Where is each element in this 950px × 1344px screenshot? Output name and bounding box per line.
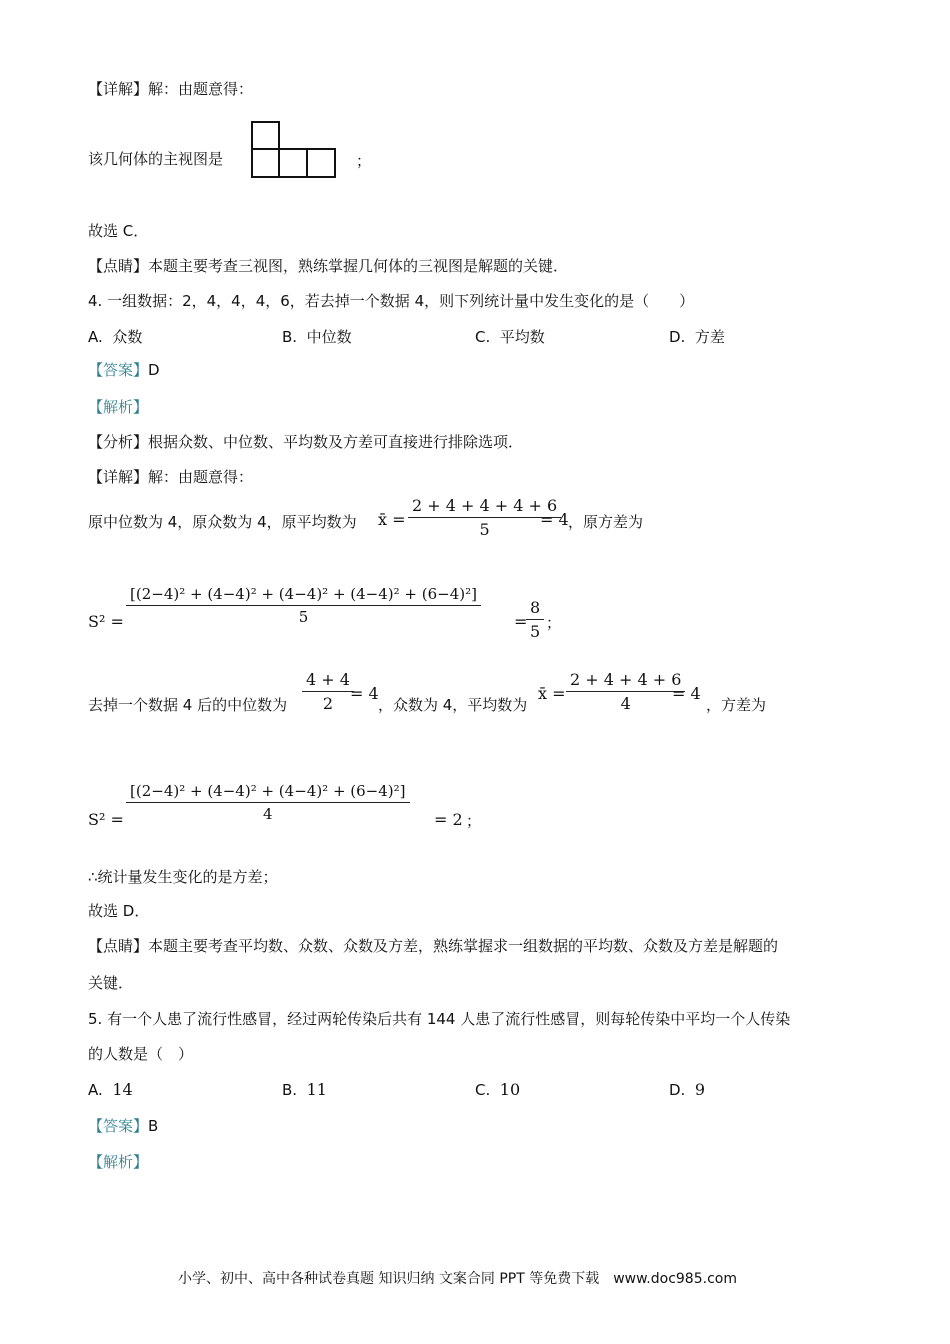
review-text: 本题主要考查平均数、众数、众数及方差，熟练掌握求一组数据的平均数、众数及方差是解题的 — [148, 937, 779, 955]
after-removal-text: 去掉一个数据 4 后的中位数为 — [88, 696, 288, 714]
q5-option-d — [669, 1080, 705, 1099]
variance-numerator-2: [(2−4)² + (4−4)² + (4−4)² + (6−4)²] — [126, 782, 410, 803]
detail-label: 【详解】 — [88, 80, 149, 98]
option-key: B. — [282, 1081, 298, 1099]
option-text: 平均数 — [499, 328, 545, 346]
variance-lhs-2: S² = — [88, 810, 124, 829]
q4-option-a — [88, 326, 142, 347]
option-text: 中位数 — [306, 328, 352, 346]
q4-option-d — [669, 326, 725, 347]
analyze-text: 根据众数、中位数、平均数及方差可直接进行排除选项． — [148, 433, 524, 451]
option-key: D. — [669, 328, 686, 346]
option-text: 9 — [694, 1080, 706, 1099]
q5-option-b — [282, 1080, 327, 1099]
variance-denominator-1: 5 — [298, 608, 309, 626]
variance-text-2: ，方差为 — [706, 696, 767, 714]
variance-rhs-2: = 2 — [434, 810, 463, 829]
answer-value: D — [148, 361, 160, 379]
q4-review-line-b: 关键． — [88, 974, 134, 992]
variance-end-2: ； — [466, 812, 482, 830]
detail-label: 【详解】 — [88, 468, 149, 486]
mode-mean-text: ，众数为 4，平均数为 — [378, 696, 528, 714]
detail-text: 解：由题意得： — [148, 468, 254, 486]
review-line-1 — [88, 255, 568, 277]
mean-fraction-2 — [566, 670, 685, 713]
q4-analyze-line — [88, 431, 523, 453]
variance-lhs-1: S² = — [88, 612, 124, 631]
main-view-end: ； — [356, 152, 372, 170]
option-text: 10 — [499, 1080, 521, 1099]
mean-lhs-2: x̄ = — [538, 684, 566, 703]
variance-end-1: ； — [546, 614, 562, 632]
detail-line — [88, 78, 253, 100]
option-key: A. — [88, 328, 103, 346]
option-text: 众数 — [112, 328, 143, 346]
variance-result-numerator: 8 — [526, 598, 544, 620]
q4-option-b — [282, 326, 352, 347]
choose-d: 故选 D． — [88, 902, 150, 920]
q4-option-c — [475, 326, 545, 347]
review-text: 本题主要考查三视图，熟练掌握几何体的三视图是解题的关键． — [148, 257, 569, 275]
mean-numerator-2: 2 + 4 + 4 + 6 — [566, 670, 685, 692]
detail-text: 解：由题意得： — [148, 80, 254, 98]
mean-lhs-1: x̄ = — [378, 510, 406, 529]
q5-analysis-label: 【解析】 — [88, 1153, 149, 1171]
mean-denominator-2: 4 — [620, 694, 631, 713]
q4-detail-line — [88, 466, 253, 488]
answer-value: B — [148, 1117, 159, 1135]
variance-fraction-2 — [126, 782, 410, 823]
answer-label: 【答案】 — [88, 1117, 149, 1135]
option-key: A. — [88, 1081, 103, 1099]
main-view-text: 该几何体的主视图是 — [88, 150, 224, 168]
page-footer: 小学、初中、高中各种试卷真题 知识归纳 文案合同 PPT 等免费下载 www.doc985.com — [178, 1271, 737, 1287]
variance-numerator-1: [(2−4)² + (4−4)² + (4−4)² + (4−4)² + (6−4)²] — [126, 585, 481, 606]
variance-result-denominator: 5 — [530, 622, 541, 641]
q5-stem-b: 的人数是（ ） — [88, 1045, 194, 1063]
orig-stats-text: 原中位数为 4，原众数为 4，原平均数为 — [88, 513, 357, 531]
variance-fraction-1 — [126, 585, 481, 626]
median-fraction-2 — [302, 670, 354, 713]
option-text: 14 — [112, 1080, 133, 1099]
mean-denominator-1: 5 — [479, 520, 490, 539]
orig-variance-text: ，原方差为 — [568, 513, 644, 531]
mean-numerator-1: 2 + 4 + 4 + 4 + 6 — [408, 496, 561, 518]
main-view-figure — [250, 120, 338, 180]
option-key: C. — [475, 328, 491, 346]
q4-review-line-a — [88, 935, 778, 957]
variance-denominator-2: 4 — [262, 805, 273, 823]
q5-answer — [88, 1115, 158, 1137]
q5-stem-a: 5. 有一个人患了流行性感冒，经过两轮传染后共有 144 人患了流行性感冒，则每轮传染中平均一个人传染 — [88, 1010, 791, 1028]
mean-rhs-2: = 4 — [672, 684, 701, 703]
choose-c: 故选 C． — [88, 222, 149, 240]
option-key: D. — [669, 1081, 686, 1099]
main-view-line — [88, 148, 223, 170]
median-numerator-2: 4 + 4 — [302, 670, 354, 692]
answer-label: 【答案】 — [88, 361, 149, 379]
mean-rhs-1: = 4 — [540, 510, 569, 529]
analyze-label: 【分析】 — [88, 433, 149, 451]
q4-answer — [88, 359, 160, 381]
q4-stem: 4. 一组数据：2，4，4，4，6，若去掉一个数据 4，则下列统计量中发生变化的是（ ） — [88, 292, 695, 310]
option-text: 方差 — [694, 328, 725, 346]
option-text: 11 — [306, 1080, 327, 1099]
mean-fraction-1 — [408, 496, 561, 539]
therefore-line: ∴统计量发生变化的是方差； — [88, 868, 278, 886]
variance-result-1 — [526, 598, 544, 641]
review-label: 【点睛】 — [88, 257, 149, 275]
q5-option-c — [475, 1080, 520, 1099]
q5-option-a — [88, 1080, 133, 1099]
median-denominator-2: 2 — [322, 694, 334, 713]
q4-analysis-label: 【解析】 — [88, 398, 149, 416]
variance-eq-1: = — [514, 612, 528, 631]
review-label: 【点睛】 — [88, 937, 149, 955]
option-key: B. — [282, 328, 298, 346]
median-rhs-2: = 4 — [350, 684, 379, 703]
option-key: C. — [475, 1081, 491, 1099]
